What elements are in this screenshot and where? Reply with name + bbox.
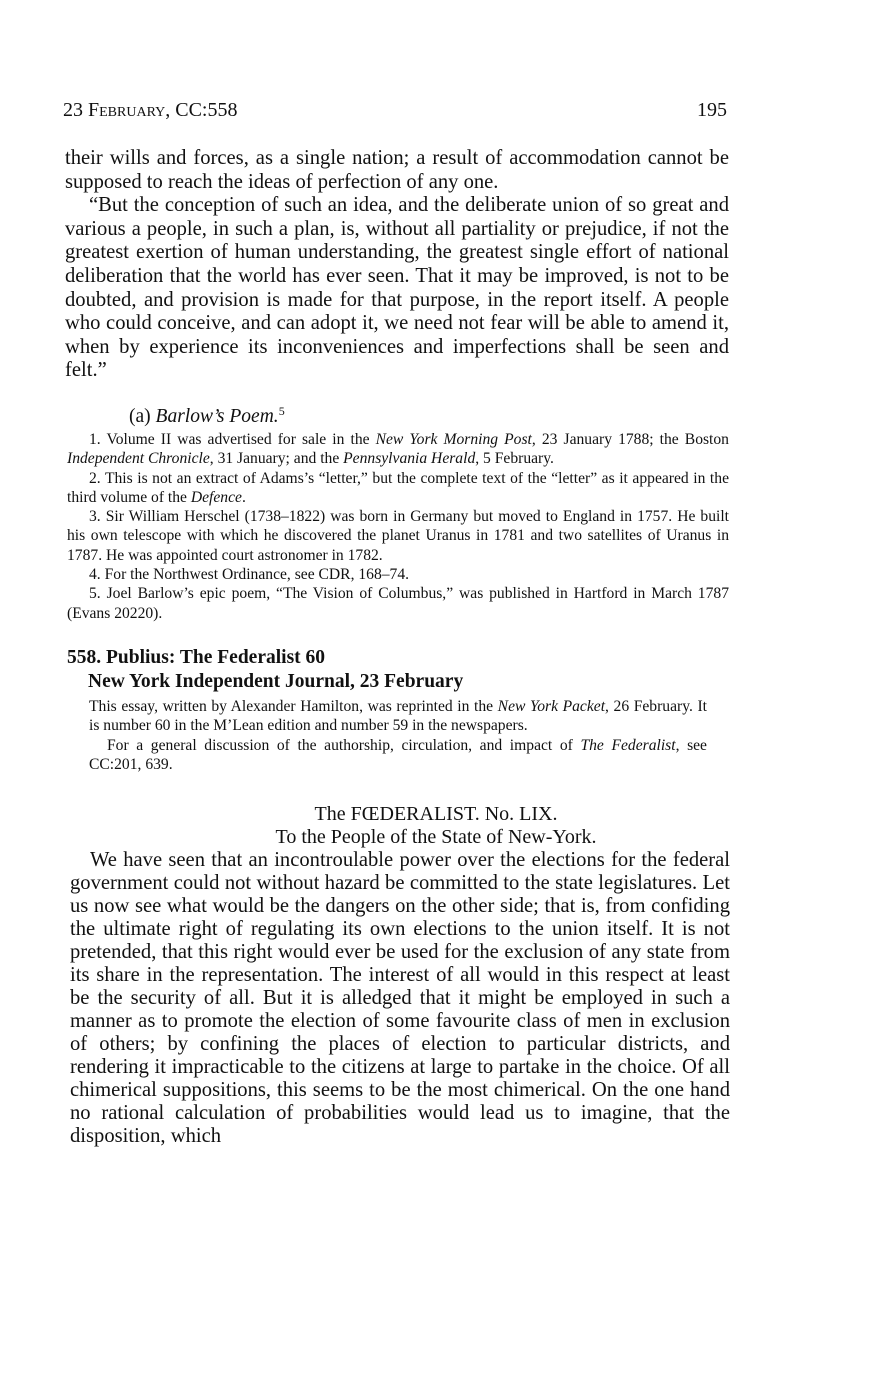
footnote-5: 5. Joel Barlow’s epic poem, “The Vision of Columbus,” was published in Hartford in March 1787 (Evans 20220). [67, 585, 729, 622]
footnote-text: 2. This is not an extract of Adams’s “letter,” but the complete text of the “letter” as it appeared in the third volume of the [67, 469, 729, 506]
footnote-text: 1. Volume II was advertised for sale in the [89, 431, 376, 448]
headnote-italic: The Federalist [580, 736, 676, 754]
footnote-italic: Pennsylvania Herald [343, 450, 476, 468]
footnote-italic: New York Morning Post [375, 431, 532, 448]
headnote-text: This essay, written by Alexander Hamilton, was reprinted in the [89, 698, 498, 715]
essay-title: The FŒDERALIST. No. LIX. [314, 803, 558, 825]
poem-title: Barlow’s Poem. [155, 406, 279, 427]
document-subheading: New York Independent Journal, 23 February [88, 671, 464, 692]
footnote-text: . [241, 488, 246, 506]
footnote-text: , 5 February. [475, 450, 554, 468]
continued-paragraph [65, 147, 729, 383]
page-number: 195 [697, 99, 727, 121]
footnote-4: 4. For the Northwest Ordinance, see CDR, 168–74. [89, 566, 410, 584]
poem-note-ref: 5 [278, 404, 285, 418]
headnote-text: , see CC:201, 639. [89, 736, 707, 773]
document-heading: 558. Publius: The Federalist 60 [67, 647, 326, 668]
quote-paragraph: “But the conception of such an idea, and the deliberate union of so great and various a people, in such a plan, is, without all partiality or prejudice, if not the greatest exertion of human understanding, the greatest single effort of national deliberation that the world has ever seen. That it may be improved, is not to be doubted, and provision is made for that purpose, in the report itself. A people who could conceive, and can adopt it, we need not fear will be able to amend it, when by experience its inconveniences and imperfections shall be seen and felt.” [65, 194, 729, 382]
running-head-title: 23 February, CC:558 [63, 99, 238, 121]
headnote-text: , 26 February. It is number 60 in the M’Lean edition and number 59 in the newspapers. [89, 698, 708, 735]
footnote-text: , 23 January 1788; the Boston [531, 431, 729, 448]
footnote-italic: Independent Chronicle [67, 450, 210, 468]
footnote-italic: Defence [190, 488, 242, 506]
poem-prefix: (a) [129, 406, 156, 427]
continuation-text: their wills and forces, as a single nation; a result of accommodation cannot be supposed to reach the ideas of perfection of any one. [65, 147, 729, 193]
poem-heading [129, 399, 285, 429]
footnote-1 [67, 430, 729, 469]
essay-body [70, 849, 730, 1148]
headnote [89, 697, 707, 774]
essay-paragraph: We have seen that an incontroulable power over the elections for the federal government could not without hazard be committed to the state legislatures. Let us now see what would be the dangers on the other side; that is, from confiding the ultimate right of regulating its own elections to the union itself. It is not pretended, that this right would ever be used for the exclusion of any state from its share in the representation. The interest of all would in this respect at least be the security of all. But it is alledged that it might be employed in such a manner as to promote the election of some favourite class of men in exclusion of others; by confining the places of election to particular districts, and rendering it impracticable to the citizens at large to partake in the choice. Of all chimerical suppositions, this seems to be the most chimerical. On the one hand no rational calculation of probabilities would lead us to imagine, that the disposition, which [70, 849, 730, 1147]
footnote-3: 3. Sir William Herschel (1738–1822) was born in Germany but moved to England in 1757. He built his own telescope with which he discovered the planet Uranus in 1781 and two satellites of Uranus in 1787. He was appointed court astronomer in 1782. [67, 508, 729, 564]
headnote-paragraph-2 [89, 736, 707, 775]
headnote-text: For a general discussion of the authorship, circulation, and impact of [107, 736, 581, 754]
headnote-italic: New York Packet [497, 698, 606, 715]
essay-address: To the People of the State of New-York. [275, 826, 597, 848]
footnotes [67, 430, 729, 623]
footnote-2 [67, 469, 729, 508]
footnote-text: , 31 January; and the [209, 450, 344, 468]
headnote-paragraph-1 [89, 697, 707, 736]
